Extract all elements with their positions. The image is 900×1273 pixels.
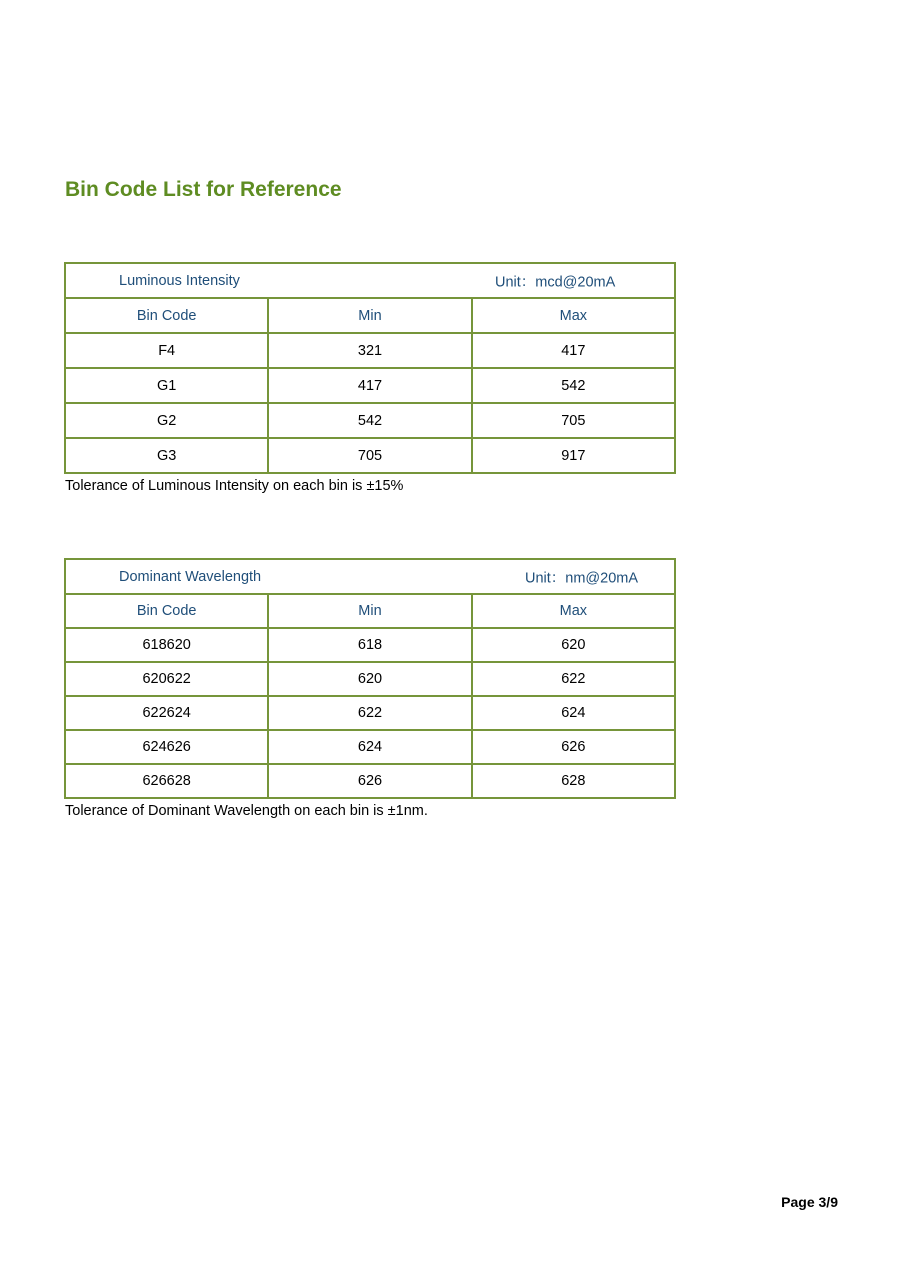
table-title: Luminous Intensity [119, 272, 240, 289]
table-header-row [65, 594, 675, 628]
table-row [65, 333, 675, 368]
wavelength-tolerance-note: Tolerance of Dominant Wavelength on each bin is ±1nm. [65, 803, 428, 819]
max-cell: 622 [472, 662, 675, 696]
bin-code-cell: 626628 [65, 764, 268, 798]
column-header-bin-code: Bin Code [65, 298, 268, 333]
bin-code-cell: 620622 [65, 662, 268, 696]
table-row [65, 368, 675, 403]
table-caption-row [65, 263, 675, 298]
table-row [65, 403, 675, 438]
table-unit: Unit：nm@20mA [525, 570, 639, 586]
max-cell: 542 [472, 368, 675, 403]
max-cell: 417 [472, 333, 675, 368]
bin-code-cell: G1 [65, 368, 268, 403]
table-row [65, 438, 675, 473]
max-cell: 626 [472, 730, 675, 764]
dominant-wavelength-table [64, 558, 676, 799]
page-number: Page 3/9 [781, 1194, 838, 1210]
table-row [65, 696, 675, 730]
table-row [65, 628, 675, 662]
bin-code-cell: 624626 [65, 730, 268, 764]
min-cell: 705 [268, 438, 471, 473]
table-caption-row [65, 559, 675, 594]
max-cell: 624 [472, 696, 675, 730]
table-header-row [65, 298, 675, 333]
column-header-min: Min [268, 594, 471, 628]
max-cell: 628 [472, 764, 675, 798]
bin-code-cell: 618620 [65, 628, 268, 662]
luminous-tolerance-note: Tolerance of Luminous Intensity on each bin is ±15% [65, 478, 404, 494]
bin-code-cell: G2 [65, 403, 268, 438]
column-header-min: Min [268, 298, 471, 333]
table-row [65, 764, 675, 798]
min-cell: 321 [268, 333, 471, 368]
bin-code-cell: G3 [65, 438, 268, 473]
min-cell: 542 [268, 403, 471, 438]
bin-code-cell: 622624 [65, 696, 268, 730]
min-cell: 618 [268, 628, 471, 662]
min-cell: 626 [268, 764, 471, 798]
min-cell: 620 [268, 662, 471, 696]
column-header-max: Max [472, 594, 675, 628]
table-row [65, 662, 675, 696]
page-title: Bin Code List for Reference [65, 178, 342, 201]
min-cell: 417 [268, 368, 471, 403]
max-cell: 620 [472, 628, 675, 662]
table-row [65, 730, 675, 764]
max-cell: 705 [472, 403, 675, 438]
table-title: Dominant Wavelength [119, 568, 262, 585]
max-cell: 917 [472, 438, 675, 473]
luminous-intensity-table [64, 262, 676, 474]
min-cell: 622 [268, 696, 471, 730]
min-cell: 624 [268, 730, 471, 764]
column-header-bin-code: Bin Code [65, 594, 268, 628]
table-caption [65, 559, 675, 594]
table-unit: Unit：mcd@20mA [495, 274, 616, 290]
column-header-max: Max [472, 298, 675, 333]
bin-code-cell: F4 [65, 333, 268, 368]
table-caption [65, 263, 675, 298]
